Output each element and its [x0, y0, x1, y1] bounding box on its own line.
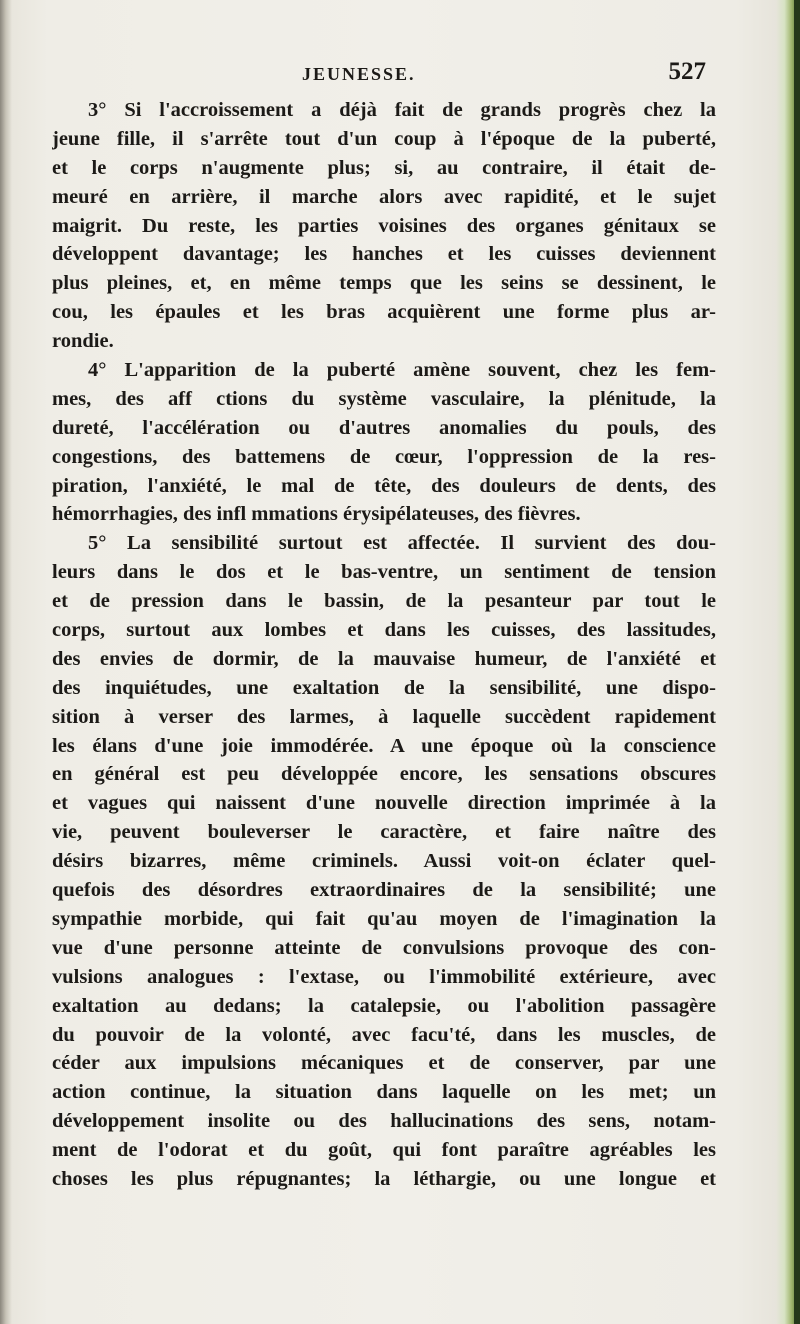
paragraph-1-line-9: rondie.	[52, 330, 114, 353]
paragraph-2-line-5: piration, l'anxiété, le mal de tête, des douleurs de dents, des	[52, 474, 716, 497]
paragraph-2-line-6: hémorrhagies, des infl mmations érysipélateuses, des fièvres.	[52, 503, 581, 526]
paragraph-3-line-4: corps, surtout aux lombes et dans les cuisses, des lassitudes,	[52, 619, 716, 642]
running-head: JEUNESSE.	[302, 64, 416, 84]
paragraph-1-line-2: jeune fille, il s'arrête tout d'un coup à l'époque de la puberté,	[52, 127, 716, 150]
paragraph-3-line-17: exaltation au dedans; la catalepsie, ou l'abolition passagère	[52, 994, 716, 1017]
paragraph-2-line-4: congestions, des battemens de cœur, l'oppression de la res-	[52, 445, 716, 468]
paragraph-3-line-23: choses les plus répugnantes; la léthargie, ou une longue et	[52, 1167, 716, 1190]
paragraph-2-line-2: mes, des aff ctions du système vasculaire, la plénitude, la	[52, 387, 716, 410]
paragraph-3-line-16: vulsions analogues : l'extase, ou l'immobilité extérieure, avec	[52, 965, 716, 988]
paragraph-3-line-10: et vagues qui naissent d'une nouvelle direction imprimée à la	[52, 792, 716, 815]
paragraph-1-line-7: plus pleines, et, en même temps que les seins se dessinent, le	[52, 272, 716, 295]
paragraph-3-line-20: action continue, la situation dans laquelle on les met; un	[52, 1081, 716, 1104]
paragraph-1-line-5: maigrit. Du reste, les parties voisines des organes génitaux se	[52, 214, 716, 237]
paragraph-3-line-1: 5° La sensibilité surtout est affectée. Il survient des dou-	[88, 532, 716, 555]
paragraph-3-line-14: sympathie morbide, qui fait qu'au moyen de l'imagination la	[52, 907, 716, 930]
paragraph-3-line-15: vue d'une personne atteinte de convulsions provoque des con-	[52, 936, 716, 959]
paragraph-3-line-11: vie, peuvent bouleverser le caractère, et faire naître des	[52, 821, 716, 844]
paragraph-1-line-3: et le corps n'augmente plus; si, au contraire, il était de-	[52, 156, 716, 179]
paragraph-3-line-19: céder aux impulsions mécaniques et de conserver, par une	[52, 1052, 716, 1075]
paragraph-3-line-2: leurs dans le dos et le bas-ventre, un sentiment de tension	[52, 561, 716, 584]
page-header	[52, 58, 720, 88]
page-edge	[776, 0, 800, 1324]
paragraph-2-line-3: dureté, l'accélération ou d'autres anomalies du pouls, des	[52, 416, 716, 439]
paragraph-3-line-8: les élans d'une joie immodérée. A une époque où la conscience	[52, 734, 716, 757]
paragraph-3-line-3: et de pression dans le bassin, de la pesanteur par tout le	[52, 590, 716, 613]
paragraph-3-line-13: quefois des désordres extraordinaires de la sensibilité; une	[52, 879, 716, 902]
paragraph-3-line-7: sition à verser des larmes, à laquelle succèdent rapidement	[52, 705, 716, 728]
page-number: 527	[668, 58, 706, 85]
paragraph-3-line-22: ment de l'odorat et du goût, qui font paraître agréables les	[52, 1139, 716, 1162]
paragraph-3-line-6: des inquiétudes, une exaltation de la sensibilité, une dispo-	[52, 676, 716, 699]
paragraph-1-line-4: meuré en arrière, il marche alors avec rapidité, et le sujet	[52, 185, 716, 208]
paragraph-1-line-1: 3° Si l'accroissement a déjà fait de grands progrès chez la	[88, 99, 716, 121]
paragraph-3-line-12: désirs bizarres, même criminels. Aussi voit-on éclater quel-	[52, 850, 716, 873]
paragraph-1-line-8: cou, les épaules et les bras acquièrent une forme plus ar-	[52, 301, 716, 324]
body-text	[52, 96, 716, 1190]
paragraph-3-line-18: du pouvoir de la volonté, avec facu'té, dans les muscles, de	[52, 1023, 716, 1046]
paragraph-3-line-9: en général est peu développée encore, les sensations obscures	[52, 763, 716, 786]
paragraph-3-line-5: des envies de dormir, de la mauvaise humeur, de l'anxiété et	[52, 647, 716, 670]
binding-shadow	[0, 0, 12, 1324]
paragraph-3-line-21: développement insolite ou des hallucinations des sens, notam-	[52, 1110, 716, 1133]
paragraph-2-line-1: 4° L'apparition de la puberté amène souvent, chez les fem-	[88, 359, 716, 382]
paragraph-1-line-6: développent davantage; les hanches et les cuisses deviennent	[52, 243, 716, 266]
